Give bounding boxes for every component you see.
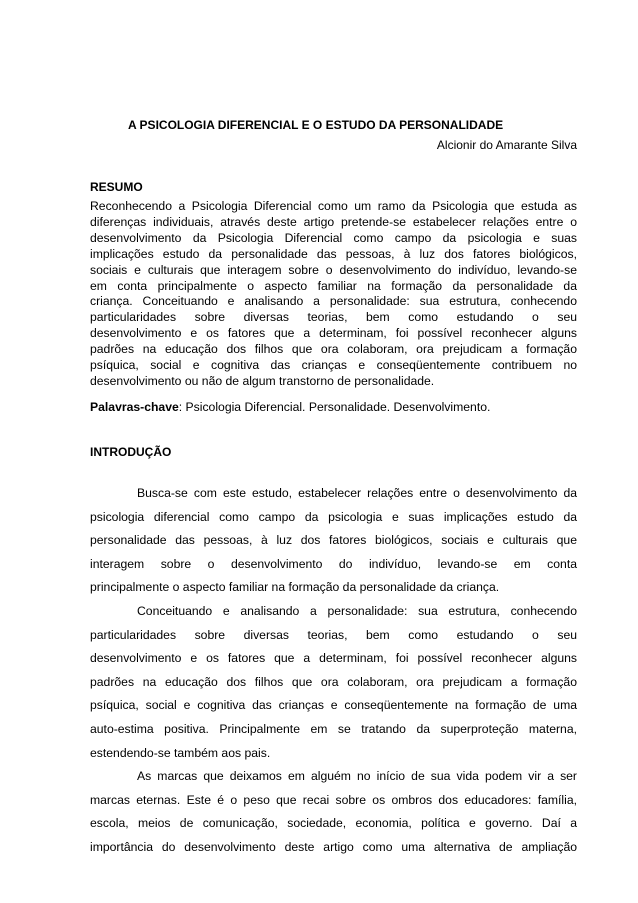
- abstract-line: em conta principalmente o aspecto familiar na formação da personalidade da: [90, 278, 577, 293]
- intro-line: padrões na educação dos filhos que ora colaboram, ora prejudicam a formação: [90, 674, 577, 689]
- abstract-line: padrões na educação dos filhos que ora colaboram, ora prejudicam a formação: [90, 342, 577, 357]
- intro-line: interagem sobre o desenvolvimento do indivíduo, levando-se em conta: [90, 556, 577, 571]
- introduction-body: [90, 482, 577, 860]
- resumo-heading: RESUMO: [90, 180, 143, 194]
- intro-line: psíquica, social e cognitiva das crianças e conseqüentemente na formação de uma: [90, 698, 577, 713]
- intro-line: desenvolvimento e os fatores que a determinam, foi possível reconhecer alguns: [90, 651, 577, 666]
- intro-line: auto-estima positiva. Principalmente em se tratando da superproteção materna,: [90, 721, 577, 736]
- abstract-line: desenvolvimento e os fatores que a determinam, foi possível reconhecer alguns: [90, 326, 577, 341]
- intro-line: escola, meios de comunicação, sociedade, economia, política e governo. Daí a: [90, 816, 577, 831]
- keywords-line: [90, 400, 577, 414]
- introducao-heading: INTRODUÇÃO: [90, 445, 172, 459]
- intro-line: principalmente o aspecto familiar na formação da personalidade da criança.: [90, 580, 500, 595]
- abstract-line: particularidades sobre diversas teorias, bem como estudando o seu: [90, 310, 577, 325]
- keywords-text: : Psicologia Diferencial. Personalidade. Desenvolvimento.: [178, 400, 491, 414]
- intro-line: Busca-se com este estudo, estabelecer relações entre o desenvolvimento da: [137, 486, 577, 500]
- intro-line: particularidades sobre diversas teorias, bem como estudando o seu: [90, 627, 577, 642]
- intro-line: marcas eternas. Este é o peso que recai sobre os ombros dos educadores: família,: [90, 792, 577, 807]
- abstract-line: Reconhecendo a Psicologia Diferencial como um ramo da Psicologia que estuda as: [90, 199, 577, 213]
- abstract-line: sociais e culturais que interagem sobre o desenvolvimento do indivíduo, levando-se: [90, 262, 577, 277]
- intro-line: personalidade das pessoas, à luz dos fatores biológicos, sociais e culturais que: [90, 533, 577, 548]
- intro-line: Conceituando e analisando a personalidade: sua estrutura, conhecendo: [137, 603, 577, 618]
- abstract-body: [90, 199, 577, 390]
- abstract-line: desenvolvimento ou não de algum transtorno de personalidade.: [90, 373, 435, 388]
- abstract-line: psíquica, social e cognitiva das crianças e conseqüentemente contribuem no: [90, 358, 577, 373]
- author-name: Alcionir do Amarante Silva: [436, 138, 577, 152]
- paper-title: A PSICOLOGIA DIFERENCIAL E O ESTUDO DA PERSONALIDADE: [128, 118, 504, 132]
- abstract-line: criança. Conceituando e analisando a personalidade: sua estrutura, conhecendo: [90, 294, 577, 309]
- intro-line: importância do desenvolvimento deste artigo como uma alternativa de ampliação: [90, 839, 577, 854]
- intro-line: estendendo-se também aos pais.: [90, 745, 271, 760]
- abstract-line: implicações estudo da personalidade das pessoas, à luz dos fatores biológicos,: [90, 246, 577, 261]
- intro-line: As marcas que deixamos em alguém no início de sua vida podem vir a ser: [137, 769, 577, 784]
- abstract-line: diferenças individuais, através deste artigo pretende-se estabelecer relações entre o: [90, 214, 577, 229]
- abstract-line: desenvolvimento da Psicologia Diferencial como campo da psicologia e suas: [90, 230, 577, 245]
- keywords-label: Palavras-chave: [90, 400, 179, 414]
- intro-line: psicologia diferencial como campo da psicologia e suas implicações estudo da: [90, 509, 577, 524]
